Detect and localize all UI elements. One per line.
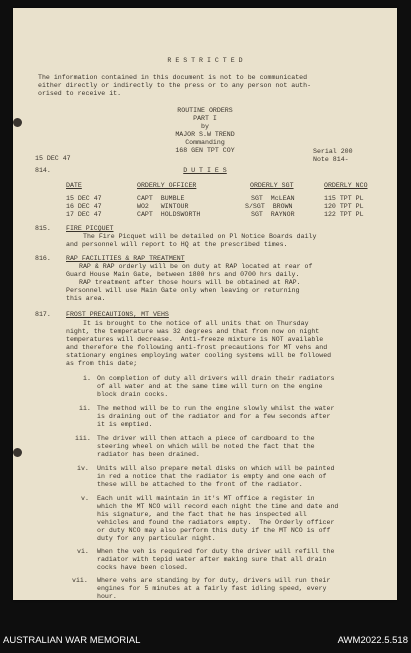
archive-footer (0, 627, 411, 653)
col-header-date: DATE (66, 182, 82, 189)
orders-commander: MAJOR S.W TREND (175, 131, 235, 138)
orders-commanding: Commanding (185, 139, 225, 146)
footer-institution: AUSTRALIAN WAR MEMORIAL (3, 635, 141, 646)
duty-date: 16 DEC 47 (66, 203, 102, 210)
point-line: in red a notice that the radiator is empty and one each of (97, 473, 327, 480)
point-line: radiator with tepid water after making sure that all drain (97, 556, 327, 563)
item-number: 816. (35, 255, 51, 262)
rap-line: Guard House Main Gate, between 1800 hrs and 0700 hrs daily. (66, 271, 300, 278)
item-number: 814. (35, 167, 51, 174)
item-number: 817. (35, 311, 51, 318)
orders-part: PART I (193, 115, 217, 122)
point-line: steering wheel on which will be noted the fact that the (97, 443, 315, 450)
point-line: Units will also prepare metal disks on which will be painted (97, 465, 335, 472)
duty-date: 15 DEC 47 (66, 195, 102, 202)
orders-title: ROUTINE ORDERS (177, 107, 233, 114)
duty-officer: CAPT HOLDSWORTH (137, 211, 201, 218)
point-number: v. (81, 495, 89, 502)
point-number: ii. (79, 405, 91, 412)
frost-intro-line: night, the temperature was 32 degrees and that from now on night (66, 328, 320, 335)
classification-heading: R E S T R I C T E D (167, 57, 243, 64)
point-number: iv. (77, 465, 89, 472)
duty-sgt: S/SGT BROWN (245, 203, 293, 210)
point-line: these will be attached to the front of the radiator. (97, 481, 303, 488)
point-number: vi. (77, 548, 89, 555)
orders-by: by (201, 123, 209, 130)
duty-officer: CAPT BUMBLE (137, 195, 185, 202)
item-number: 815. (35, 225, 51, 232)
frost-intro-line: as from this date; (66, 360, 138, 367)
duty-nco: 115 TPT PL (324, 195, 364, 202)
point-line: hour. (97, 593, 117, 600)
punch-hole (13, 448, 22, 457)
point-line: duty for any particular night. (97, 535, 216, 542)
frost-intro-line: temperatures will decrease. Anti-freeze mixture is NOT available (66, 336, 324, 343)
duty-date: 17 DEC 47 (66, 211, 102, 218)
rap-title: RAP FACILITIES & RAP TREATMENT (66, 255, 185, 262)
point-line: his signature, and the fact that he has inspected all (97, 511, 307, 518)
duty-officer: WO2 WINTOUR (137, 203, 189, 210)
point-line: it is emptied. (97, 421, 153, 428)
point-line: radiator has been drained. (97, 451, 200, 458)
duty-sgt: SGT McLEAN (251, 195, 295, 202)
point-line: or duty NCO may also perform this duty if the MT NCO is off (97, 527, 331, 534)
rap-line: Personnel will use Main Gate only when leaving or returning (66, 287, 300, 294)
duty-nco: 120 TPT PL (324, 203, 364, 210)
point-line: engines for 5 minutes at a fairly fast idling speed, every (97, 585, 327, 592)
rap-line: RAP treatment after those hours will be obtained at RAP. (79, 279, 301, 286)
fire-picquet-line: and personnel will report to HQ at the prescribed times. (66, 241, 288, 248)
frost-intro-line: and therefore the following anti-frost precautions for MT vehs and (66, 344, 328, 351)
document-page (13, 8, 397, 600)
fire-picquet-line: The Fire Picquet will be detailed on Pl Notice Boards daily (83, 233, 317, 240)
point-line: block drain cocks. (97, 391, 169, 398)
fire-picquet-title: FIRE PICQUET (66, 225, 114, 232)
orders-unit: 168 GEN TPT COY (175, 147, 235, 154)
notice-line: orised to receive it. (38, 90, 122, 97)
duties-title: D U T I E S (183, 167, 227, 174)
punch-hole (13, 118, 22, 127)
frost-intro-line: stationary engines employing water cooling systems will be followed (66, 352, 332, 359)
rap-line: this area. (66, 295, 106, 302)
point-line: which the MT NCO will record each night the time and date and (97, 503, 339, 510)
notice-line: The information contained in this document is not to be communicated (38, 74, 308, 81)
frost-title: FROST PRECAUTIONS, MT VEHS (66, 311, 169, 318)
note-number: Note 814- (313, 156, 349, 163)
point-line: Each unit will maintain in it's MT office a register in (97, 495, 315, 502)
duty-sgt: SGT RAYNOR (251, 211, 295, 218)
point-line: Where vehs are standing by for duty, drivers will run their (97, 577, 331, 584)
col-header-officer: ORDERLY OFFICER (137, 182, 197, 189)
point-line: The method will be to run the engine slowly whilst the water (97, 405, 335, 412)
point-line: of all water and at the same time will turn on the engine (97, 383, 323, 390)
point-number: i. (83, 375, 91, 382)
point-line: vehicles and found the radiators empty. The Orderly officer (97, 519, 335, 526)
col-header-nco: ORDERLY NCO (324, 182, 368, 189)
serial-number: Serial 200 (313, 148, 353, 155)
point-line: cocks have been closed. (97, 564, 189, 571)
point-line: is draining out of the radiator and for a few seconds after (97, 413, 331, 420)
document-date: 15 DEC 47 (35, 155, 71, 162)
frost-intro-line: It is brought to the notice of all units that on Thursday (83, 320, 309, 327)
point-number: vii. (72, 577, 88, 584)
rap-line: RAP & RAP orderly will be on duty at RAP located at rear of (79, 263, 313, 270)
duty-nco: 122 TPT PL (324, 211, 364, 218)
point-number: iii. (75, 435, 91, 442)
notice-line: either directly or indirectly to the press or to any person not auth- (38, 82, 312, 89)
point-line: When the veh is required for duty the driver will refill the (97, 548, 335, 555)
footer-accession-number: AWM2022.5.518 (337, 635, 408, 646)
point-line: The driver will then attach a piece of cardboard to the (97, 435, 315, 442)
col-header-sgt: ORDERLY SGT (250, 182, 294, 189)
point-line: On completion of duty all drivers will drain their radiators (97, 375, 335, 382)
